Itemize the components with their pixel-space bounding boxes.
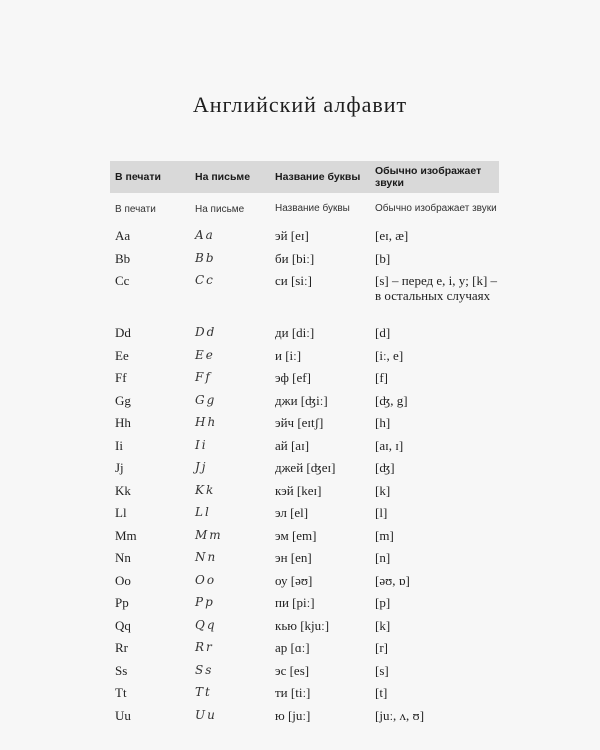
table-row: [110, 345, 499, 368]
cell-sounds: [ʤ]: [375, 460, 395, 475]
cell-written: Aa: [195, 228, 215, 242]
cell-letter-name: ти [tiː]: [275, 685, 311, 700]
subheader-print: В печати: [115, 203, 156, 215]
subheader-sounds: Обычно изображает звуки: [375, 203, 497, 214]
cell-letter-name: эм [em]: [275, 527, 317, 543]
cell-written: Ee: [195, 347, 215, 362]
cell-letter-name: би [biː]: [275, 250, 315, 266]
cell-sounds: [t]: [375, 685, 388, 700]
cell-print: Ss: [115, 662, 128, 678]
cell-written: Pp: [195, 595, 215, 609]
page-title: Английский алфавит: [192, 92, 408, 117]
cell-print: Oo: [115, 572, 131, 588]
cell-print: Qq: [115, 617, 131, 633]
cell-written: Mm: [195, 527, 223, 542]
table-row: [110, 615, 499, 638]
table-row: [110, 367, 499, 390]
cell-written: Gg: [195, 392, 217, 407]
cell-sounds: [əʊ, ɒ]: [375, 572, 410, 588]
cell-sounds: [k]: [375, 482, 391, 498]
table-row: [110, 270, 499, 322]
table-row: [110, 390, 499, 413]
cell-print: Pp: [115, 595, 129, 610]
cell-letter-name: оу [əʊ]: [275, 572, 313, 588]
cell-print: Dd: [115, 325, 131, 340]
cell-sounds: [p]: [375, 595, 391, 610]
cell-written: Qq: [195, 617, 217, 632]
cell-print: Ff: [115, 370, 127, 385]
cell-print: Jj: [115, 460, 124, 475]
cell-sounds: [l]: [375, 505, 388, 520]
header-print: В печати: [115, 171, 161, 183]
cell-letter-name: эл [el]: [275, 505, 309, 520]
cell-letter-name: кэй [keɪ]: [275, 482, 322, 498]
alphabet-table: [110, 161, 499, 727]
cell-written: Hh: [195, 415, 218, 429]
cell-letter-name: джи [ʤiː]: [275, 392, 328, 408]
table-row: [110, 592, 499, 615]
table-row: [110, 225, 499, 248]
cell-written: Ll: [195, 505, 211, 519]
cell-sounds: [eɪ, æ]: [375, 228, 409, 243]
cell-sounds: [r]: [375, 640, 388, 655]
cell-letter-name: эй [eɪ]: [275, 228, 309, 243]
cell-print: Rr: [115, 640, 128, 655]
cell-written: Ff: [195, 370, 212, 384]
table-row: [110, 412, 499, 435]
cell-written: Nn: [195, 550, 218, 564]
table-subheader: [110, 193, 499, 225]
table-row: [110, 637, 499, 660]
cell-sounds: [b]: [375, 250, 391, 266]
cell-written: Ii: [195, 437, 208, 452]
cell-print: Gg: [115, 392, 131, 408]
cell-letter-name: ай [aɪ]: [275, 437, 310, 453]
table-row: [110, 547, 499, 570]
cell-written: Tt: [195, 685, 212, 699]
cell-letter-name: эф [ef]: [275, 370, 311, 385]
table-row: [110, 480, 499, 503]
cell-print: Ii: [115, 437, 123, 453]
cell-written: Oo: [195, 572, 217, 587]
table-row: [110, 322, 499, 345]
cell-letter-name: кью [kjuː]: [275, 617, 330, 633]
cell-letter-name: ди [diː]: [275, 325, 315, 340]
cell-sounds: [aɪ, ɪ]: [375, 437, 404, 453]
table-row: [110, 660, 499, 683]
cell-print: Tt: [115, 685, 127, 700]
cell-sounds: [s] – перед e, i, y; [k] – в остальных случаях: [375, 273, 498, 303]
cell-letter-name: ю [juː]: [275, 707, 311, 723]
cell-sounds: [f]: [375, 370, 388, 385]
cell-print: Kk: [115, 482, 131, 498]
cell-sounds: [s]: [375, 662, 389, 678]
cell-print: Nn: [115, 550, 131, 565]
cell-letter-name: джей [ʤeɪ]: [275, 460, 336, 475]
cell-written: Kk: [195, 482, 216, 497]
table-row: [110, 435, 499, 458]
header-letter-name: Название буквы: [275, 171, 361, 183]
cell-letter-name: пи [piː]: [275, 595, 315, 610]
cell-written: Bb: [195, 250, 216, 265]
header-written: На письме: [195, 171, 251, 183]
cell-print: Bb: [115, 250, 131, 266]
table-header: [110, 161, 499, 193]
cell-letter-name: эс [es]: [275, 662, 310, 678]
cell-sounds: [iː, e]: [375, 347, 404, 363]
cell-written: Rr: [195, 640, 214, 654]
table-row: [110, 570, 499, 593]
table-body: [110, 225, 499, 727]
cell-sounds: [d]: [375, 325, 391, 340]
cell-written: Uu: [195, 707, 217, 722]
cell-letter-name: ар [ɑː]: [275, 640, 310, 655]
table-row: [110, 705, 499, 728]
subheader-letter-name: Название буквы: [275, 203, 350, 214]
cell-written: Ss: [195, 662, 214, 677]
cell-print: Hh: [115, 415, 131, 430]
cell-written: Dd: [195, 325, 217, 339]
cell-sounds: [h]: [375, 415, 391, 430]
table-row: [110, 457, 499, 480]
cell-sounds: [m]: [375, 527, 394, 543]
cell-print: Cc: [115, 273, 130, 288]
cell-print: Ee: [115, 347, 129, 363]
header-sounds: Обычно изображает звуки: [375, 165, 482, 189]
cell-written: Cc: [195, 273, 215, 287]
subheader-written: На письме: [195, 203, 245, 215]
cell-letter-name: эн [en]: [275, 550, 312, 565]
table-row: [110, 248, 499, 271]
cell-print: Aa: [115, 228, 131, 243]
cell-sounds: [k]: [375, 617, 391, 633]
cell-letter-name: эйч [eɪtʃ]: [275, 415, 324, 430]
cell-sounds: [juː, ʌ, ʊ]: [375, 707, 425, 723]
cell-sounds: [ʤ, g]: [375, 392, 408, 408]
cell-letter-name: си [siː]: [275, 273, 312, 288]
cell-print: Uu: [115, 707, 131, 723]
cell-sounds: [n]: [375, 550, 391, 565]
table-row: [110, 682, 499, 705]
cell-letter-name: и [iː]: [275, 347, 302, 363]
cell-written: Jj: [195, 460, 208, 474]
cell-print: Ll: [115, 505, 127, 520]
cell-print: Mm: [115, 527, 137, 543]
table-row: [110, 502, 499, 525]
table-row: [110, 525, 499, 548]
